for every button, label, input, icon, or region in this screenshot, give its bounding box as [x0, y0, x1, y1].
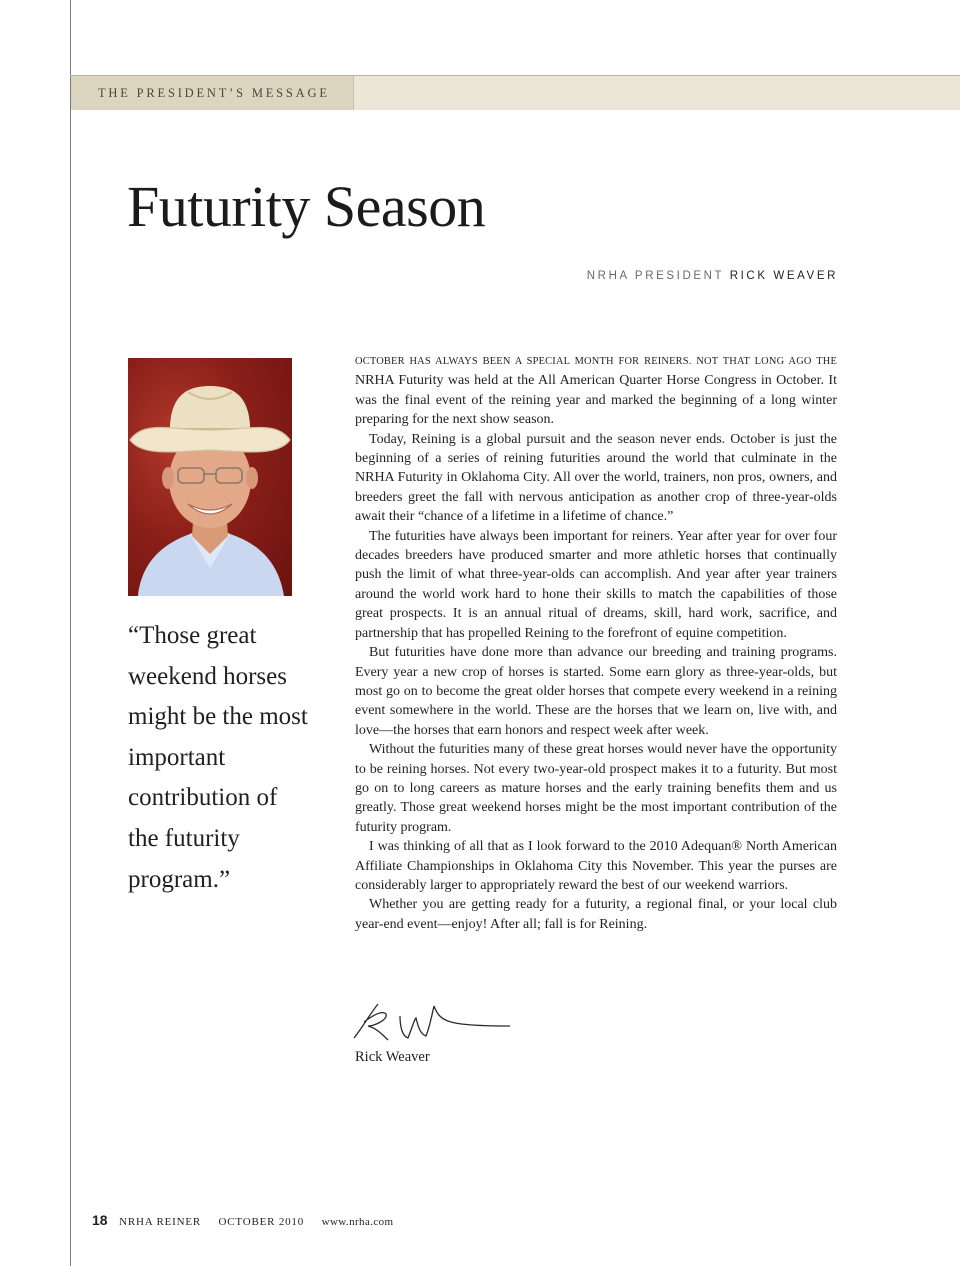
- section-label: THE PRESIDENT’S MESSAGE: [71, 76, 354, 110]
- author-photo: [128, 358, 292, 596]
- byline-name: RICK WEAVER: [729, 270, 838, 282]
- website-link[interactable]: www.nrha.com: [321, 1216, 394, 1228]
- publication-name: NRHA REINER: [119, 1216, 201, 1228]
- margin-rule: [70, 0, 71, 1266]
- byline: [587, 270, 838, 282]
- lead-in-smallcaps: OCTOBER HAS ALWAYS BEEN A SPECIAL MONTH FOR REINERS. NOT THAT LONG AGO THE: [355, 356, 837, 367]
- article-paragraph-2: Today, Reining is a global pursuit and the season never ends. October is just the beginning of a series of reining futurities around the world that culminate in the NRHA Futurity in Oklahoma City. All over the world, trainers, non pros, owners, and breeders greet the fall with nervous anticipation as another crop of three-year-olds await their “chance of a lifetime in a lifetime of chance.”: [355, 431, 837, 525]
- article-paragraph-1: [355, 351, 837, 430]
- article-paragraph-5: Without the futurities many of these great horses would never have the opportunity to be reining horses. Not every two-year-old prospect makes it to a futurity. But most go on to long careers as mature horses and the early training benefits them and us greatly. Those great weekend horses might be the most important contribution of the futurity program.: [355, 742, 837, 835]
- handwritten-signature: [348, 998, 518, 1049]
- article-paragraph-3: The futurities have always been important for reiners. Year after year for over four decades breeders have produced smarter and more athletic horses that continually push the limit of what three-year-olds can accomplish. And year after year trainers around the world work hard to hone their skills to match the capabilities of those great prospects. It is an annual ritual of dreams, skill, hard work, sacrifice, and partnership that has propelled Reining to the forefront of equine competition.: [355, 528, 837, 641]
- section-header-bar: [71, 76, 960, 110]
- portrait-illustration: [128, 358, 292, 596]
- signer-name: Rick Weaver: [355, 1049, 430, 1065]
- byline-role: NRHA PRESIDENT: [586, 270, 724, 282]
- page-footer: [92, 1212, 394, 1228]
- page-number: 18: [92, 1212, 108, 1228]
- article-paragraph-6: I was thinking of all that as I look forward to the 2010 Adequan® North American Affiliate Championships in Oklahoma City this November. This year the purses are considerably larger to appropriately reward the best of our weekend warriors.: [355, 839, 837, 893]
- signature-mark: [348, 998, 518, 1044]
- article-paragraph-7: Whether you are getting ready for a futurity, a regional final, or your local club year-end event—enjoy! After all; fall is for Reining.: [355, 897, 837, 932]
- issue-date: OCTOBER 2010: [218, 1216, 305, 1228]
- article-body: [355, 351, 837, 934]
- article-paragraph-4: But futurities have done more than advance our breeding and training programs. Every year a new crop of horses is started. Some earn glory as three-year-olds, but most go on to become the great older horses that compete every weekend in a reining event somewhere in the world. These are the horses that we learn on, live with, and love—the horses that earn honors and respect week after week.: [355, 645, 837, 738]
- article-title: Futurity Season: [127, 174, 486, 239]
- paragraph-text: NRHA Futurity was held at the All American Quarter Horse Congress in October. It was the final event of the reining year and marked the beginning of a long winter preparing for the next show season.: [355, 373, 837, 428]
- pull-quote: “Those great weekend horses might be the most important contribution of the futurity program.”: [128, 622, 308, 893]
